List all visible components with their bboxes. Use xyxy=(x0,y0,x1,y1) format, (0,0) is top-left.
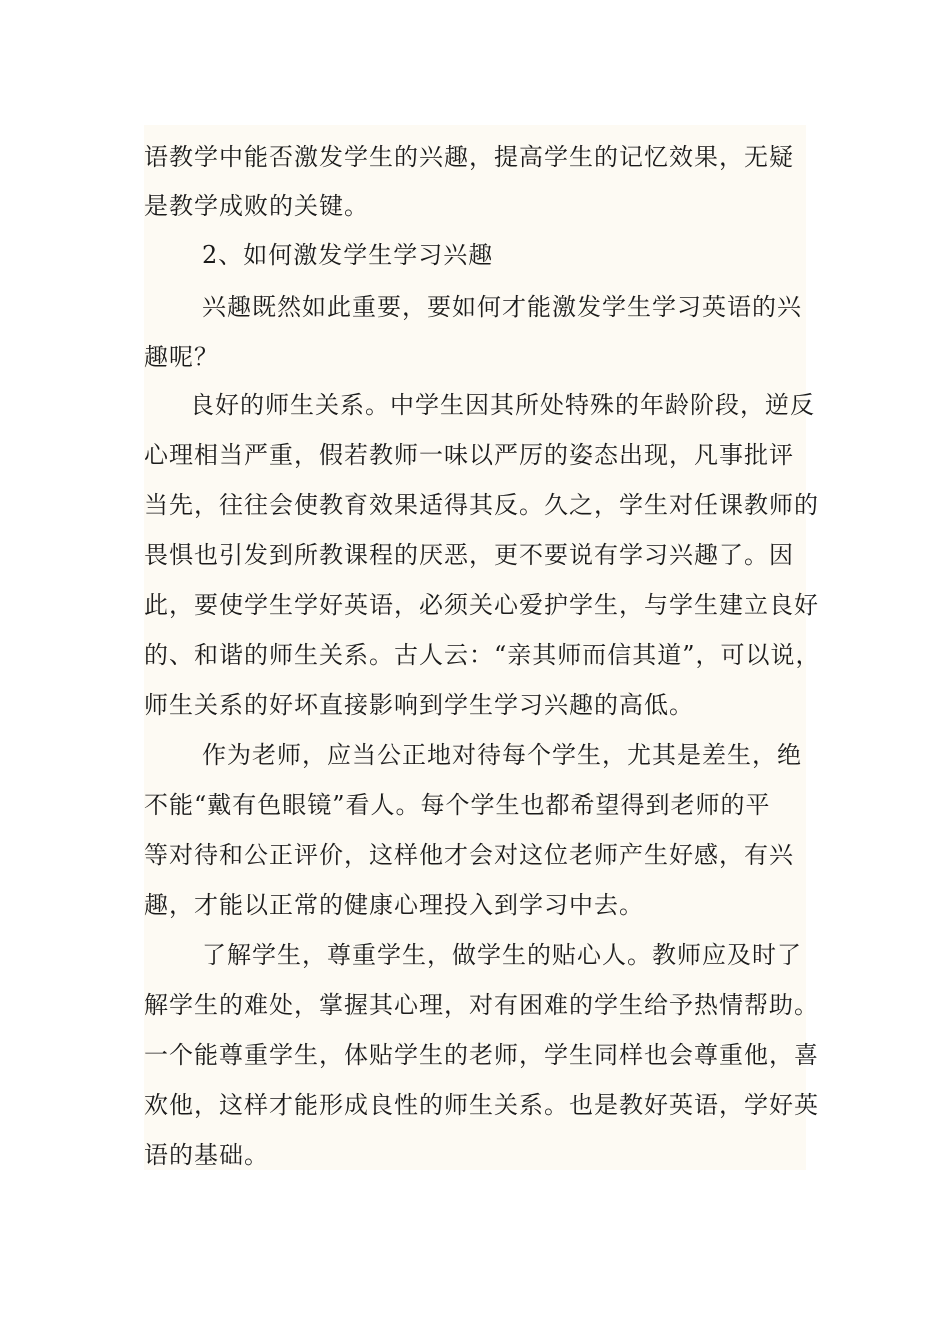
text-line: 一个能尊重学生，体贴学生的老师，学生同样也会尊重他，喜 xyxy=(144,1041,819,1069)
text-line: 当先，往往会使教育效果适得其反。久之，学生对任课教师的 xyxy=(144,491,819,519)
text-line: 欢他，这样才能形成良性的师生关系。也是教好英语，学好英 xyxy=(144,1091,819,1119)
section-heading: 2、如何激发学生学习兴趣 xyxy=(202,241,494,269)
text-line: 兴趣既然如此重要，要如何才能激发学生学习英语的兴 xyxy=(202,293,802,321)
text-line: 语教学中能否激发学生的兴趣，提高学生的记忆效果，无疑 xyxy=(144,143,794,171)
text-line: 不能“戴有色眼镜”看人。每个学生也都希望得到老师的平 xyxy=(144,791,771,819)
text-line: 趣呢？ xyxy=(144,343,219,371)
text-line: 了解学生，尊重学生，做学生的贴心人。教师应及时了 xyxy=(202,941,802,969)
text-line: 作为老师，应当公正地对待每个学生，尤其是差生，绝 xyxy=(202,741,802,769)
text-line: 此，要使学生学好英语，必须关心爱护学生，与学生建立良好 xyxy=(144,591,819,619)
text-line: 解学生的难处，掌握其心理，对有困难的学生给予热情帮助。 xyxy=(144,991,819,1019)
text-line: 等对待和公正评价，这样他才会对这位老师产生好感，有兴 xyxy=(144,841,794,869)
text-line: 师生关系的好坏直接影响到学生学习兴趣的高低。 xyxy=(144,691,694,719)
text-line: 语的基础。 xyxy=(144,1141,269,1169)
text-line: 的、和谐的师生关系。古人云：“亲其师而信其道”，可以说， xyxy=(144,641,821,669)
text-line: 良好的师生关系。中学生因其所处特殊的年龄阶段，逆反 xyxy=(190,391,815,419)
document-text-block xyxy=(144,125,821,1170)
text-line: 是教学成败的关键。 xyxy=(144,192,369,220)
text-line: 心理相当严重，假若教师一味以严厉的姿态出现，凡事批评 xyxy=(144,441,794,469)
text-line: 畏惧也引发到所教课程的厌恶，更不要说有学习兴趣了。因 xyxy=(144,541,794,569)
text-line: 趣，才能以正常的健康心理投入到学习中去。 xyxy=(144,891,644,919)
